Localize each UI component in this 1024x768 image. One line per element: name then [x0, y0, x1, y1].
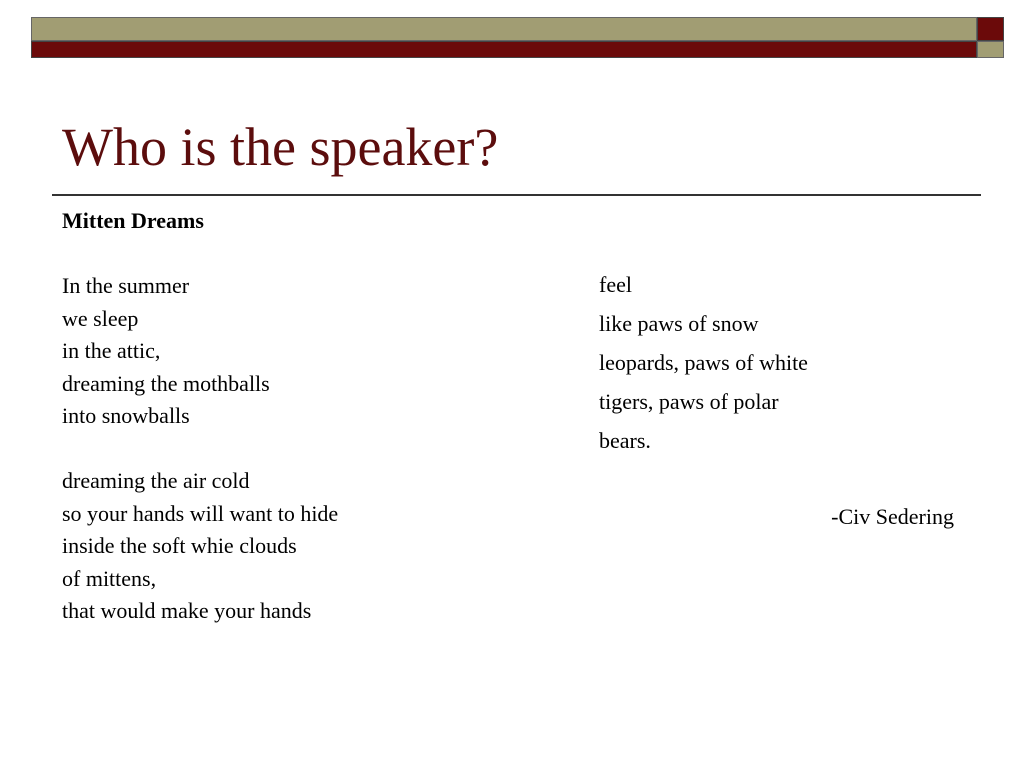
poem-line: bears. — [599, 428, 651, 453]
poem-line: dreaming the air cold — [62, 468, 250, 493]
poem-stanza-3 — [599, 265, 808, 460]
poem-title: Mitten Dreams — [62, 208, 204, 233]
poem-author: -Civ Sedering — [831, 504, 954, 529]
poem-stanza-2 — [62, 465, 338, 628]
poem-line: feel — [599, 272, 632, 297]
poem-line: of mittens, — [62, 565, 157, 591]
poem-line: in the attic, — [62, 338, 161, 363]
poem-line: that would make your hands — [62, 598, 312, 623]
poem-line: tigers, paws of polar — [599, 389, 779, 414]
poem-line: into snowballs — [62, 403, 190, 428]
poem-line: so your hands will want to hide — [62, 500, 339, 526]
poem-line: In the summer — [62, 273, 190, 298]
poem-line: leopards, paws of white — [599, 350, 808, 375]
poem-stanza-1 — [62, 270, 270, 433]
poem-line: we sleep — [62, 305, 139, 331]
title-divider — [52, 194, 981, 196]
header-square-maroon — [977, 17, 1004, 41]
poem-line: inside the soft whie clouds — [62, 533, 297, 558]
header-square-olive — [977, 41, 1004, 58]
slide-title: Who is the speaker? — [62, 117, 499, 177]
header-bar-olive — [31, 17, 977, 41]
poem-line: like paws of snow — [599, 311, 759, 336]
poem-line: dreaming the mothballs — [62, 370, 270, 396]
header-bar-maroon — [31, 41, 977, 58]
